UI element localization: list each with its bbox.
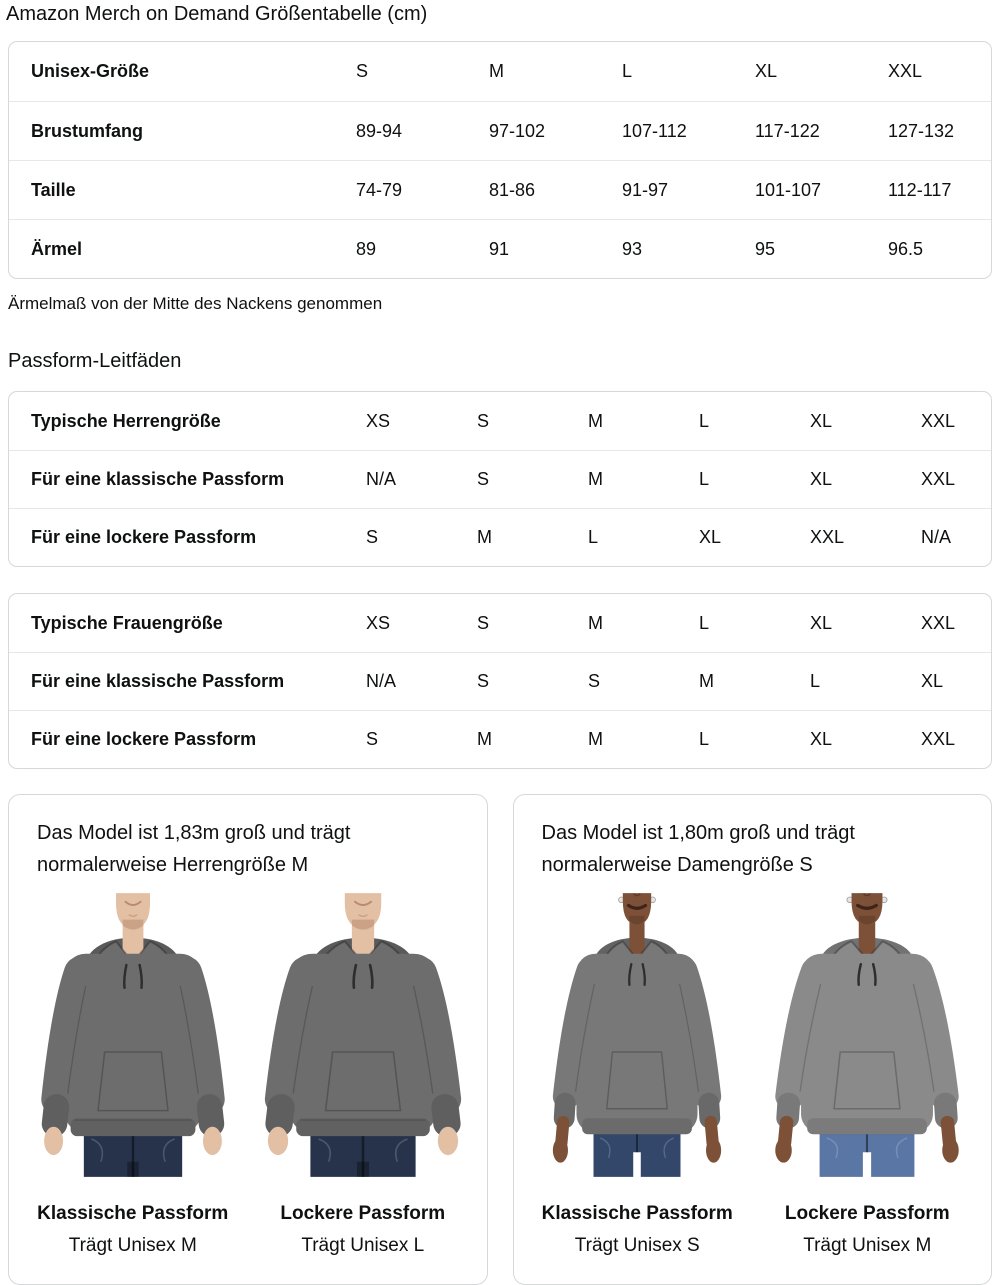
- size-value: 89-94: [356, 120, 403, 141]
- size-value: XXL: [921, 612, 956, 633]
- row-label: Ärmel: [31, 238, 83, 259]
- size-value: 117-122: [755, 120, 820, 141]
- size-value: XXL: [921, 729, 956, 749]
- model-cards-row: [8, 794, 992, 1285]
- model-description: Das Model ist 1,83m groß und trägt normalerweise Herrengröße M: [37, 822, 351, 876]
- size-value: M: [588, 729, 603, 749]
- fit-type-label: Klassische Passform: [541, 1203, 733, 1224]
- model-card-men: [8, 794, 488, 1285]
- fit-size-label: Trägt Unisex L: [301, 1235, 425, 1256]
- row-label: Für eine klassische Passform: [31, 671, 285, 691]
- row-label: Für eine klassische Passform: [31, 469, 285, 489]
- size-value: L: [699, 612, 710, 633]
- size-value: 89: [356, 238, 377, 259]
- size-value: XL: [921, 671, 944, 691]
- size-value: XXL: [810, 527, 845, 547]
- size-value: M: [477, 729, 492, 749]
- table-row: [9, 160, 991, 219]
- table-row: [9, 594, 991, 652]
- male-model-loose-fit-image: [259, 893, 467, 1177]
- size-value: XXL: [921, 410, 956, 431]
- row-label: Typische Herrengröße: [31, 410, 221, 431]
- table-row: [9, 508, 991, 566]
- size-value: XL: [810, 729, 833, 749]
- size-value: L: [622, 61, 633, 81]
- mens-fit-table: [8, 391, 992, 567]
- size-value: 95: [755, 238, 776, 259]
- size-value: S: [366, 729, 379, 749]
- size-value: S: [477, 612, 490, 633]
- model-description: Das Model ist 1,80m groß und trägt normalerweise Damengröße S: [541, 822, 855, 876]
- size-value: XXL: [921, 469, 956, 489]
- size-value: L: [699, 410, 710, 431]
- size-value: 97-102: [489, 120, 546, 141]
- size-value: 112-117: [888, 179, 952, 200]
- size-value: S: [477, 469, 490, 489]
- unisex-size-table: [8, 41, 992, 279]
- model-figure: [259, 893, 467, 1258]
- fit-type-label: Lockere Passform: [784, 1203, 950, 1224]
- size-value: 107-112: [622, 120, 687, 141]
- male-model-classic-fit-image: [29, 893, 237, 1177]
- size-value: XXL: [888, 61, 923, 81]
- figures-row: [9, 893, 487, 1258]
- size-value: M: [588, 410, 603, 431]
- size-value: 91-97: [622, 179, 669, 200]
- row-label: Brustumfang: [31, 120, 143, 141]
- size-value: XL: [699, 527, 722, 547]
- model-card-women: [513, 794, 993, 1285]
- size-value: 91: [489, 238, 510, 259]
- size-value: N/A: [921, 527, 952, 547]
- row-label: Unisex-Größe: [31, 61, 150, 81]
- table-row: [9, 219, 991, 278]
- size-value: XL: [810, 469, 833, 489]
- womens-fit-table: [8, 593, 992, 769]
- figures-row: [514, 893, 992, 1258]
- size-value: L: [588, 527, 599, 547]
- size-value: XL: [755, 61, 778, 81]
- size-value: N/A: [366, 469, 397, 489]
- size-value: L: [699, 469, 710, 489]
- size-value: S: [588, 671, 601, 691]
- fit-guides-title: Passform-Leitfäden: [8, 350, 182, 372]
- row-label: Taille: [31, 179, 76, 200]
- size-value: L: [699, 729, 710, 749]
- row-label: Typische Frauengröße: [31, 612, 223, 633]
- size-value: XS: [366, 410, 391, 431]
- size-value: N/A: [366, 671, 397, 691]
- size-value: L: [810, 671, 821, 691]
- size-value: 101-107: [755, 179, 822, 200]
- table-row: [9, 101, 991, 160]
- size-value: M: [588, 469, 603, 489]
- size-value: 93: [622, 238, 643, 259]
- size-value: M: [699, 671, 714, 691]
- model-figure: [763, 893, 971, 1258]
- table-row: [9, 42, 991, 101]
- size-value: 127-132: [888, 120, 955, 141]
- size-value: S: [366, 527, 379, 547]
- female-model-loose-fit-image: [763, 893, 971, 1177]
- page-title: Amazon Merch on Demand Größentabelle (cm): [6, 3, 428, 25]
- size-value: 96.5: [888, 238, 924, 259]
- fit-type-label: Klassische Passform: [37, 1203, 229, 1224]
- size-value: S: [477, 671, 490, 691]
- size-value: XL: [810, 410, 833, 431]
- fit-size-label: Trägt Unisex S: [574, 1235, 700, 1256]
- size-value: S: [356, 61, 369, 81]
- model-figure: [29, 893, 237, 1258]
- table-row: [9, 392, 991, 450]
- table-row: [9, 710, 991, 768]
- fit-type-label: Lockere Passform: [280, 1203, 446, 1224]
- table-row: [9, 652, 991, 710]
- sleeve-measure-note: Ärmelmaß von der Mitte des Nackens genommen: [8, 294, 383, 313]
- row-label: Für eine lockere Passform: [31, 729, 257, 749]
- size-value: XS: [366, 612, 391, 633]
- size-value: 74-79: [356, 179, 403, 200]
- size-value: M: [477, 527, 492, 547]
- female-model-classic-fit-image: [533, 893, 741, 1177]
- size-value: S: [477, 410, 490, 431]
- size-value: M: [588, 612, 603, 633]
- row-label: Für eine lockere Passform: [31, 527, 257, 547]
- fit-size-label: Trägt Unisex M: [803, 1235, 932, 1256]
- table-row: [9, 450, 991, 508]
- fit-size-label: Trägt Unisex M: [68, 1235, 197, 1256]
- size-value: M: [489, 61, 504, 81]
- size-value: 81-86: [489, 179, 536, 200]
- size-value: XL: [810, 612, 833, 633]
- model-figure: [533, 893, 741, 1258]
